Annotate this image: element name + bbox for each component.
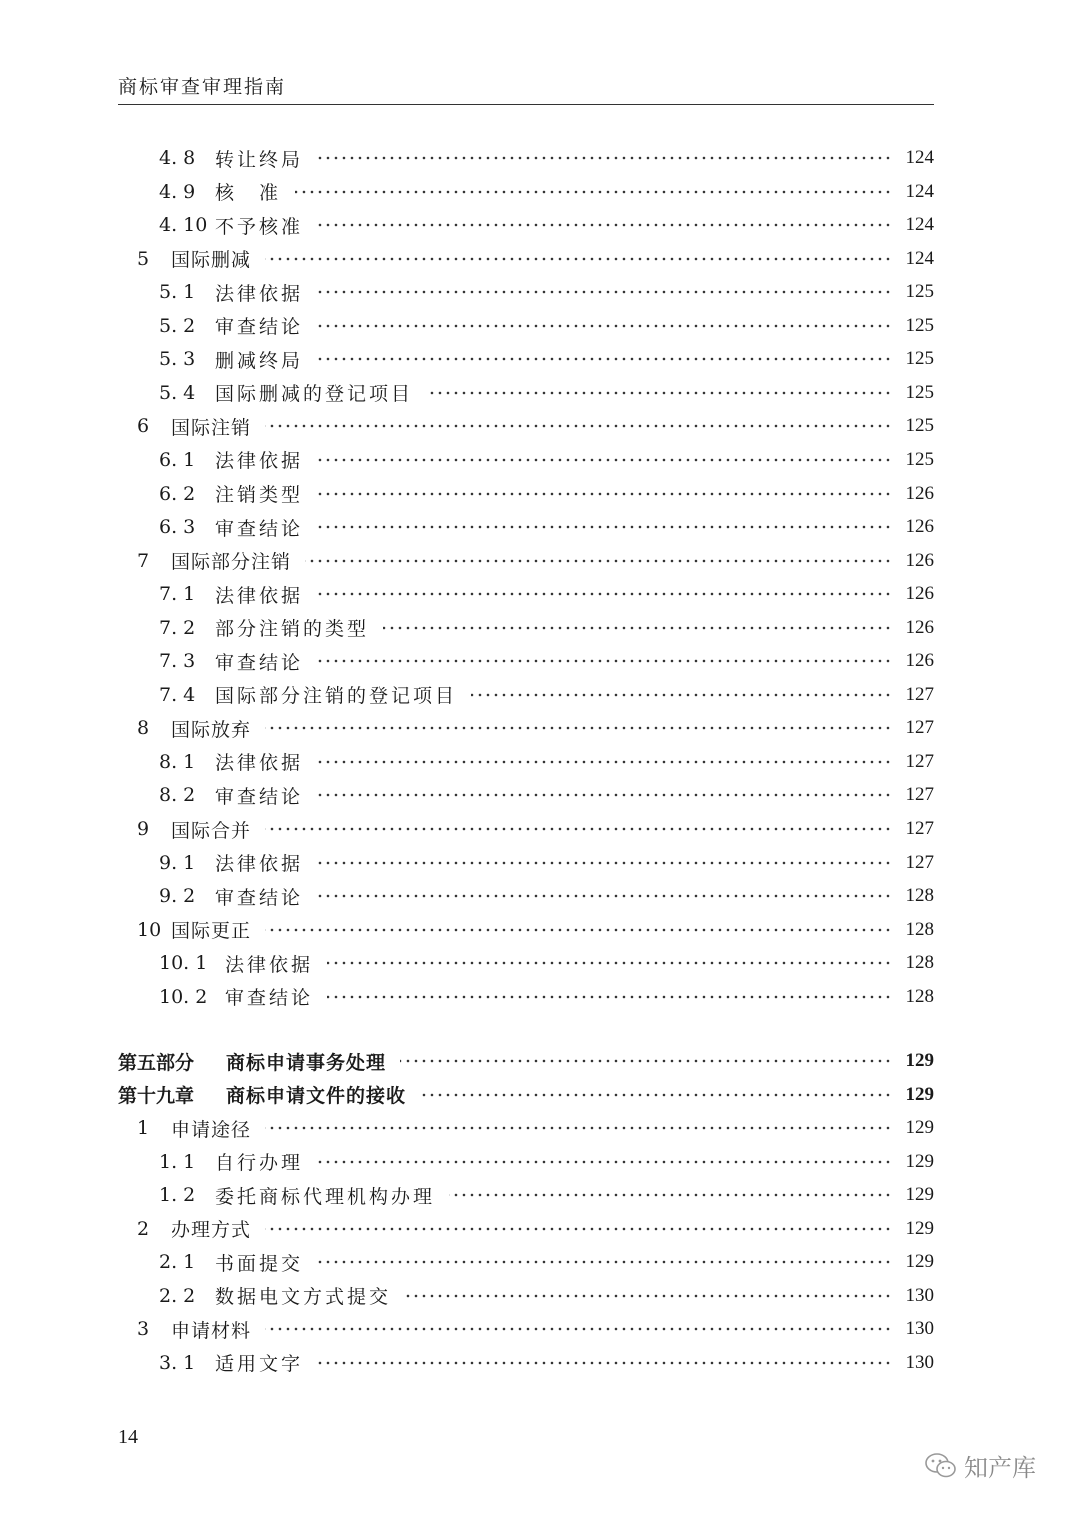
toc-leader-dots bbox=[295, 189, 892, 195]
toc-leader-dots bbox=[265, 1125, 892, 1131]
toc-entry-page: 128 bbox=[905, 985, 934, 1007]
toc-leader-dots bbox=[449, 1192, 892, 1198]
header-divider bbox=[118, 104, 934, 105]
toc-entry-title: 国际放弃 bbox=[171, 718, 252, 741]
toc-entry-page: 127 bbox=[905, 851, 934, 873]
toc-entry-title: 国际注销 bbox=[171, 416, 252, 439]
toc-entry-number: 3. 1 bbox=[159, 1351, 196, 1374]
toc-leader-dots bbox=[317, 1259, 892, 1265]
toc-entry bbox=[159, 1246, 934, 1278]
toc-entry bbox=[159, 612, 934, 644]
toc-entry-page: 125 bbox=[905, 348, 934, 370]
toc-entry-number: 1. 2 bbox=[159, 1184, 196, 1207]
page-number: 14 bbox=[118, 1426, 138, 1448]
toc-entry-page: 125 bbox=[905, 415, 934, 437]
toc-entry-page: 129 bbox=[905, 1251, 934, 1273]
toc-entry-number: 6. 2 bbox=[159, 482, 196, 505]
toc-entry-page: 126 bbox=[905, 549, 934, 571]
toc-leader-dots bbox=[265, 927, 892, 933]
toc-entry-number: 7 bbox=[137, 549, 150, 572]
toc-entry-title: 商标申请事务处理 bbox=[226, 1051, 387, 1074]
running-header-title: 商标审查审理指南 bbox=[118, 76, 287, 98]
toc-entry-page: 125 bbox=[905, 448, 934, 470]
toc-leader-dots bbox=[265, 725, 892, 731]
toc-entry-title: 部分注销的类型 bbox=[215, 618, 370, 641]
toc-entry-page: 126 bbox=[905, 583, 934, 605]
toc-entry-number: 10 bbox=[137, 918, 162, 941]
toc-entry bbox=[159, 847, 934, 879]
toc-entry-number: 8. 1 bbox=[159, 750, 196, 773]
toc-entry-number: 6. 3 bbox=[159, 516, 196, 539]
toc-entry-title: 国际删减的登记项目 bbox=[215, 383, 414, 406]
toc-entry bbox=[137, 1213, 934, 1245]
toc-leader-dots bbox=[265, 423, 892, 429]
toc-leader-dots bbox=[265, 1326, 892, 1332]
toc-leader-dots bbox=[317, 792, 892, 798]
toc-entry-page: 129 bbox=[905, 1150, 934, 1172]
toc-entry bbox=[159, 343, 934, 375]
toc-entry-number: 8. 2 bbox=[159, 784, 196, 807]
toc-entry bbox=[118, 1045, 934, 1077]
toc-leader-dots bbox=[317, 591, 892, 597]
toc-entry-page: 124 bbox=[905, 147, 934, 168]
toc-entry-number: 10. 2 bbox=[159, 985, 208, 1008]
toc-entry-title: 委托商标代理机构办理 bbox=[215, 1185, 436, 1208]
toc-entry bbox=[137, 1313, 934, 1345]
toc-entry bbox=[159, 511, 934, 543]
toc-entry bbox=[137, 813, 934, 845]
toc-entry bbox=[159, 377, 934, 409]
toc-entry-page: 124 bbox=[905, 214, 934, 236]
toc-leader-dots bbox=[317, 893, 892, 899]
toc-entry-title: 法律依据 bbox=[215, 752, 304, 775]
toc-leader-dots bbox=[383, 625, 892, 631]
toc-entry-number: 7. 2 bbox=[159, 616, 196, 639]
toc-entry-title: 注销类型 bbox=[215, 484, 304, 506]
toc-entry-title: 数据电文方式提交 bbox=[215, 1286, 392, 1309]
toc-entry-number: 8 bbox=[137, 717, 150, 740]
toc-entry-number: 7. 3 bbox=[159, 650, 196, 673]
toc-entry bbox=[159, 276, 934, 308]
toc-entry bbox=[137, 410, 934, 442]
toc-entry bbox=[159, 176, 934, 208]
toc-entry-page: 126 bbox=[905, 616, 934, 638]
toc-entry-number: 4. 8 bbox=[159, 147, 196, 169]
toc-entry-number: 9. 2 bbox=[159, 885, 196, 908]
toc-entry-title: 审查结论 bbox=[215, 316, 304, 339]
toc-leader-dots bbox=[327, 960, 892, 966]
toc-entry-number: 2. 2 bbox=[159, 1284, 196, 1307]
toc-entry bbox=[159, 1146, 934, 1178]
toc-entry-title: 审查结论 bbox=[225, 987, 314, 1010]
toc-entry-title: 删减终局 bbox=[215, 349, 304, 372]
toc-leader-dots bbox=[265, 256, 892, 262]
toc-entry-page: 126 bbox=[905, 650, 934, 672]
toc-entry-title: 申请材料 bbox=[171, 1319, 252, 1342]
toc-entry-title: 国际合并 bbox=[171, 819, 252, 842]
toc-entry-number: 5. 3 bbox=[159, 348, 196, 371]
toc-entry-page: 125 bbox=[905, 381, 934, 403]
toc-entry-title: 法律依据 bbox=[215, 282, 304, 305]
watermark bbox=[924, 1448, 1036, 1483]
toc-entry-number: 第五部分 bbox=[118, 1051, 195, 1074]
toc-entry-page: 127 bbox=[905, 750, 934, 772]
toc-entry-page: 130 bbox=[905, 1284, 934, 1306]
toc-entry-title: 国际更正 bbox=[171, 920, 252, 943]
toc-entry-page: 130 bbox=[905, 1318, 934, 1340]
toc-entry bbox=[159, 1280, 934, 1312]
toc-entry-number: 3 bbox=[137, 1318, 150, 1341]
toc-entry bbox=[137, 1112, 934, 1144]
wechat-icon bbox=[924, 1451, 958, 1481]
toc-entry-page: 124 bbox=[905, 247, 934, 269]
toc-entry bbox=[159, 880, 934, 912]
toc-entry-number: 4. 9 bbox=[159, 180, 196, 203]
toc-entry-number: 5. 1 bbox=[159, 281, 196, 304]
toc-entry-number: 1 bbox=[137, 1117, 150, 1140]
toc-entry-title: 办理方式 bbox=[171, 1219, 252, 1242]
toc-entry bbox=[159, 444, 934, 476]
toc-entry-page: 127 bbox=[905, 784, 934, 806]
toc-entry-title: 商标申请文件的接收 bbox=[226, 1085, 407, 1108]
toc-leader-dots bbox=[265, 1226, 892, 1232]
toc-leader-dots bbox=[317, 524, 892, 530]
toc-entry-page: 129 bbox=[905, 1083, 934, 1105]
toc-entry-title: 不予核准 bbox=[215, 215, 304, 238]
toc-leader-dots bbox=[420, 1092, 892, 1098]
toc-entry-number: 7. 4 bbox=[159, 683, 196, 706]
toc-entry bbox=[159, 981, 934, 1013]
toc-entry-number: 9 bbox=[137, 818, 150, 840]
toc-entry-title: 转让终局 bbox=[215, 148, 304, 171]
toc-entry-title: 自行办理 bbox=[215, 1152, 304, 1175]
toc-entry-number: 9. 1 bbox=[159, 851, 196, 874]
toc-entry-number: 6 bbox=[137, 415, 150, 438]
toc-leader-dots bbox=[327, 994, 892, 1000]
toc-entry-page: 130 bbox=[905, 1351, 934, 1373]
toc-entry-title: 法律依据 bbox=[225, 953, 314, 976]
toc-entry-number: 6. 1 bbox=[159, 448, 196, 471]
toc-leader-dots bbox=[317, 289, 892, 295]
toc-leader-dots bbox=[405, 1293, 892, 1299]
toc-entry bbox=[159, 1179, 934, 1211]
toc-entry-page: 129 bbox=[905, 1050, 934, 1071]
toc-entry-title: 审查结论 bbox=[215, 785, 304, 808]
toc-entry-number: 4. 10 bbox=[159, 214, 208, 237]
toc-entry-number: 5. 2 bbox=[159, 314, 196, 337]
toc-leader-dots bbox=[317, 1360, 892, 1366]
toc-entry bbox=[118, 1079, 934, 1111]
toc-entry bbox=[159, 578, 934, 610]
toc-entry-title: 审查结论 bbox=[215, 886, 304, 909]
toc-entry bbox=[159, 746, 934, 778]
toc-entry-page: 129 bbox=[905, 1117, 934, 1139]
toc-entry-page: 125 bbox=[905, 281, 934, 303]
toc-leader-dots bbox=[317, 457, 892, 463]
toc-entry bbox=[159, 310, 934, 342]
toc-entry-page: 125 bbox=[905, 314, 934, 336]
toc-leader-dots bbox=[317, 323, 892, 329]
toc-entry-title: 国际删减 bbox=[171, 249, 252, 272]
toc-entry-number: 5 bbox=[137, 247, 150, 270]
toc-entry-number: 1. 1 bbox=[159, 1150, 196, 1173]
toc-entry bbox=[159, 1347, 934, 1379]
toc-entry-title: 书面提交 bbox=[215, 1252, 304, 1275]
toc-entry-number: 第十九章 bbox=[118, 1085, 195, 1108]
toc-leader-dots bbox=[305, 558, 892, 564]
toc-leader-dots bbox=[317, 759, 892, 765]
toc-entry bbox=[137, 545, 934, 577]
toc-entry bbox=[159, 142, 934, 174]
toc-entry-page: 129 bbox=[905, 1217, 934, 1239]
toc-entry bbox=[137, 914, 934, 946]
toc-entry bbox=[159, 947, 934, 979]
toc-leader-dots bbox=[317, 491, 892, 497]
toc-entry-title: 核 准 bbox=[215, 182, 282, 205]
toc-entry bbox=[137, 243, 934, 275]
toc-entry-title: 法律依据 bbox=[215, 584, 304, 607]
toc-leader-dots bbox=[317, 1159, 892, 1165]
toc-entry-title: 国际部分注销 bbox=[171, 551, 292, 574]
toc-entry-title: 国际部分注销的登记项目 bbox=[215, 685, 458, 708]
toc-leader-dots bbox=[317, 860, 892, 866]
toc-entry-page: 127 bbox=[905, 717, 934, 739]
toc-leader-dots bbox=[427, 390, 892, 396]
toc-entry bbox=[159, 209, 934, 241]
toc-entry-page: 129 bbox=[905, 1184, 934, 1206]
toc-entry bbox=[159, 645, 934, 677]
toc-entry bbox=[159, 679, 934, 711]
toc-entry bbox=[137, 712, 934, 744]
watermark-text: 知产库 bbox=[964, 1454, 1036, 1482]
toc-entry-title: 法律依据 bbox=[215, 853, 304, 876]
toc-entry-page: 126 bbox=[905, 516, 934, 538]
toc-entry-number: 7. 1 bbox=[159, 583, 196, 606]
toc-entry-number: 2 bbox=[137, 1217, 150, 1240]
toc-leader-dots bbox=[400, 1058, 892, 1064]
toc-leader-dots bbox=[317, 356, 892, 362]
toc-entry-number: 2. 1 bbox=[159, 1251, 196, 1274]
toc-entry bbox=[159, 478, 934, 510]
toc-leader-dots bbox=[471, 692, 892, 698]
toc-entry-title: 适用文字 bbox=[215, 1353, 304, 1376]
toc-leader-dots bbox=[265, 826, 892, 832]
toc-leader-dots bbox=[317, 658, 892, 664]
toc-entry-number: 5. 4 bbox=[159, 381, 196, 404]
toc-entry-title: 法律依据 bbox=[215, 450, 304, 473]
toc-leader-dots bbox=[317, 155, 892, 161]
toc-entry-number: 10. 1 bbox=[159, 952, 208, 975]
toc-entry-page: 124 bbox=[905, 180, 934, 202]
toc-entry-title: 申请途径 bbox=[171, 1118, 252, 1141]
toc-entry bbox=[159, 779, 934, 811]
toc-entry-page: 126 bbox=[905, 482, 934, 504]
toc-entry-page: 128 bbox=[905, 952, 934, 974]
toc-entry-page: 128 bbox=[905, 918, 934, 940]
toc-entry-page: 128 bbox=[905, 885, 934, 907]
toc-entry-page: 127 bbox=[905, 818, 934, 839]
toc-entry-page: 127 bbox=[905, 683, 934, 705]
toc-entry-title: 审查结论 bbox=[215, 651, 304, 674]
toc-entry-title: 审查结论 bbox=[215, 517, 304, 540]
toc-leader-dots bbox=[317, 222, 892, 228]
